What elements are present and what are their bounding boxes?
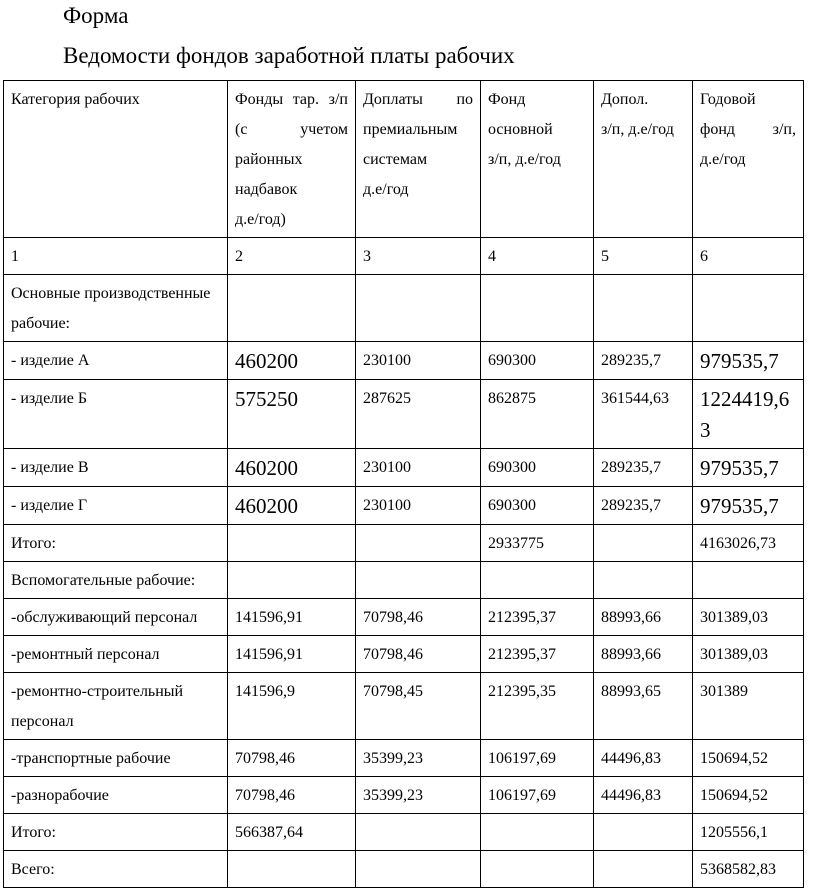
cell-base (481, 851, 594, 888)
column-number-row (4, 238, 804, 275)
header-line: системам (363, 151, 428, 168)
cell-annual: 979535,7 (693, 342, 804, 380)
header-line: д.е/год) (235, 211, 286, 228)
row-name: - изделие В (4, 449, 228, 487)
header-line: надбавок (235, 181, 298, 198)
cell-tariff: 70798,46 (228, 777, 356, 814)
empty-cell (356, 275, 481, 342)
cell-tariff (228, 525, 356, 562)
row-name: Итого: (4, 525, 228, 562)
grand-total-row (4, 851, 804, 888)
cell-extra: 88993,66 (594, 599, 693, 636)
row-name: -разнорабочие (4, 777, 228, 814)
cell-tariff: 460200 (228, 487, 356, 525)
cell-extra: 44496,83 (594, 777, 693, 814)
cell-bonus: 70798,46 (356, 599, 481, 636)
cell-extra (594, 814, 693, 851)
cell-annual: 150694,52 (693, 740, 804, 777)
row-name: -обслуживающий персонал (4, 599, 228, 636)
cell-base: 2933775 (481, 525, 594, 562)
row-name: - изделие А (4, 342, 228, 380)
header-line: Доплаты по (363, 91, 473, 108)
cell-annual: 979535,7 (693, 449, 804, 487)
table-row (4, 380, 804, 449)
table-row (4, 777, 804, 814)
cell-bonus: 287625 (356, 380, 481, 449)
cell-base (481, 814, 594, 851)
cell-extra: 361544,63 (594, 380, 693, 449)
cell-extra: 88993,66 (594, 636, 693, 673)
cell-tariff: 141596,91 (228, 599, 356, 636)
cell-annual: 5368582,83 (693, 851, 804, 888)
header-line: д.е/год (363, 181, 409, 198)
table-header-row (4, 81, 804, 238)
cell-extra: 289235,7 (594, 449, 693, 487)
cell-annual: 1224419,63 (693, 380, 804, 449)
table-row (4, 740, 804, 777)
header-line: (с учетом (235, 121, 348, 138)
table-row (4, 487, 804, 525)
cell-bonus: 230100 (356, 342, 481, 380)
subtotal-row (4, 525, 804, 562)
cell-base: 212395,37 (481, 599, 594, 636)
header-line: Годовой (700, 91, 756, 108)
cell-base: 690300 (481, 449, 594, 487)
header-line: основной (488, 121, 553, 138)
header-annual-fund (693, 81, 804, 238)
cell-bonus: 70798,45 (356, 673, 481, 740)
header-line: районных (235, 151, 303, 168)
empty-cell (594, 275, 693, 342)
column-number: 5 (594, 238, 693, 275)
empty-cell (481, 275, 594, 342)
cell-base: 106197,69 (481, 740, 594, 777)
subtotal-row (4, 814, 804, 851)
row-name: - изделие Б (4, 380, 228, 449)
header-category (4, 81, 228, 238)
header-base-fund (481, 81, 594, 238)
header-line: премиальным (363, 121, 458, 138)
column-number: 2 (228, 238, 356, 275)
cell-base: 690300 (481, 487, 594, 525)
form-label: Форма (63, 3, 129, 28)
header-line: з/п, д.е/год (601, 121, 674, 138)
empty-cell (594, 562, 693, 599)
table-row (4, 599, 804, 636)
row-name: Всего: (4, 851, 228, 888)
document-title: Ведомости фондов заработной платы рабочих (63, 43, 515, 68)
section-label-aux: Вспомогательные рабочие: (4, 562, 228, 599)
column-number: 3 (356, 238, 481, 275)
cell-base: 212395,37 (481, 636, 594, 673)
cell-extra: 289235,7 (594, 487, 693, 525)
cell-extra (594, 851, 693, 888)
row-name: - изделие Г (4, 487, 228, 525)
empty-cell (228, 275, 356, 342)
cell-annual: 1205556,1 (693, 814, 804, 851)
cell-base: 690300 (481, 342, 594, 380)
cell-tariff: 566387,64 (228, 814, 356, 851)
cell-extra (594, 525, 693, 562)
cell-base: 212395,35 (481, 673, 594, 740)
cell-bonus: 230100 (356, 487, 481, 525)
cell-annual: 4163026,73 (693, 525, 804, 562)
empty-cell (693, 275, 804, 342)
cell-annual: 301389 (693, 673, 804, 740)
cell-annual: 150694,52 (693, 777, 804, 814)
cell-base: 862875 (481, 380, 594, 449)
empty-cell (693, 562, 804, 599)
cell-tariff: 70798,46 (228, 740, 356, 777)
row-name: Итого: (4, 814, 228, 851)
section-label-row (4, 562, 804, 599)
header-extra-pay (594, 81, 693, 238)
header-line: Фонд (488, 91, 526, 108)
cell-bonus: 35399,23 (356, 740, 481, 777)
cell-tariff: 141596,9 (228, 673, 356, 740)
column-number: 1 (4, 238, 228, 275)
header-line: Категория рабочих (11, 91, 140, 108)
cell-tariff: 460200 (228, 342, 356, 380)
table-row (4, 342, 804, 380)
cell-annual: 301389,03 (693, 636, 804, 673)
table-row (4, 673, 804, 740)
cell-tariff: 460200 (228, 449, 356, 487)
header-line: фонд з/п, (700, 121, 796, 138)
cell-annual: 301389,03 (693, 599, 804, 636)
wage-fund-table (3, 80, 804, 888)
row-name: -ремонтно-строительный персонал (4, 673, 228, 740)
section-label-row (4, 275, 804, 342)
column-number: 4 (481, 238, 594, 275)
header-tariff-fund (228, 81, 356, 238)
header-line: Фонды тар. з/п (235, 91, 348, 108)
cell-bonus (356, 525, 481, 562)
column-number: 6 (693, 238, 804, 275)
header-line: Допол. (601, 91, 649, 108)
cell-bonus: 70798,46 (356, 636, 481, 673)
cell-base: 106197,69 (481, 777, 594, 814)
cell-extra: 289235,7 (594, 342, 693, 380)
empty-cell (228, 562, 356, 599)
empty-cell (356, 562, 481, 599)
cell-bonus: 35399,23 (356, 777, 481, 814)
empty-cell (481, 562, 594, 599)
cell-extra: 88993,65 (594, 673, 693, 740)
row-name: -ремонтный персонал (4, 636, 228, 673)
cell-bonus (356, 814, 481, 851)
cell-tariff: 141596,91 (228, 636, 356, 673)
row-name: -транспортные рабочие (4, 740, 228, 777)
table-row (4, 636, 804, 673)
table-row (4, 449, 804, 487)
cell-tariff (228, 851, 356, 888)
header-line: д.е/год (700, 151, 746, 168)
cell-bonus (356, 851, 481, 888)
header-bonus (356, 81, 481, 238)
cell-bonus: 230100 (356, 449, 481, 487)
header-line: з/п, д.е/год (488, 151, 561, 168)
cell-tariff: 575250 (228, 380, 356, 449)
cell-annual: 979535,7 (693, 487, 804, 525)
cell-extra: 44496,83 (594, 740, 693, 777)
section-label-main: Основные производственные рабочие: (4, 275, 228, 342)
